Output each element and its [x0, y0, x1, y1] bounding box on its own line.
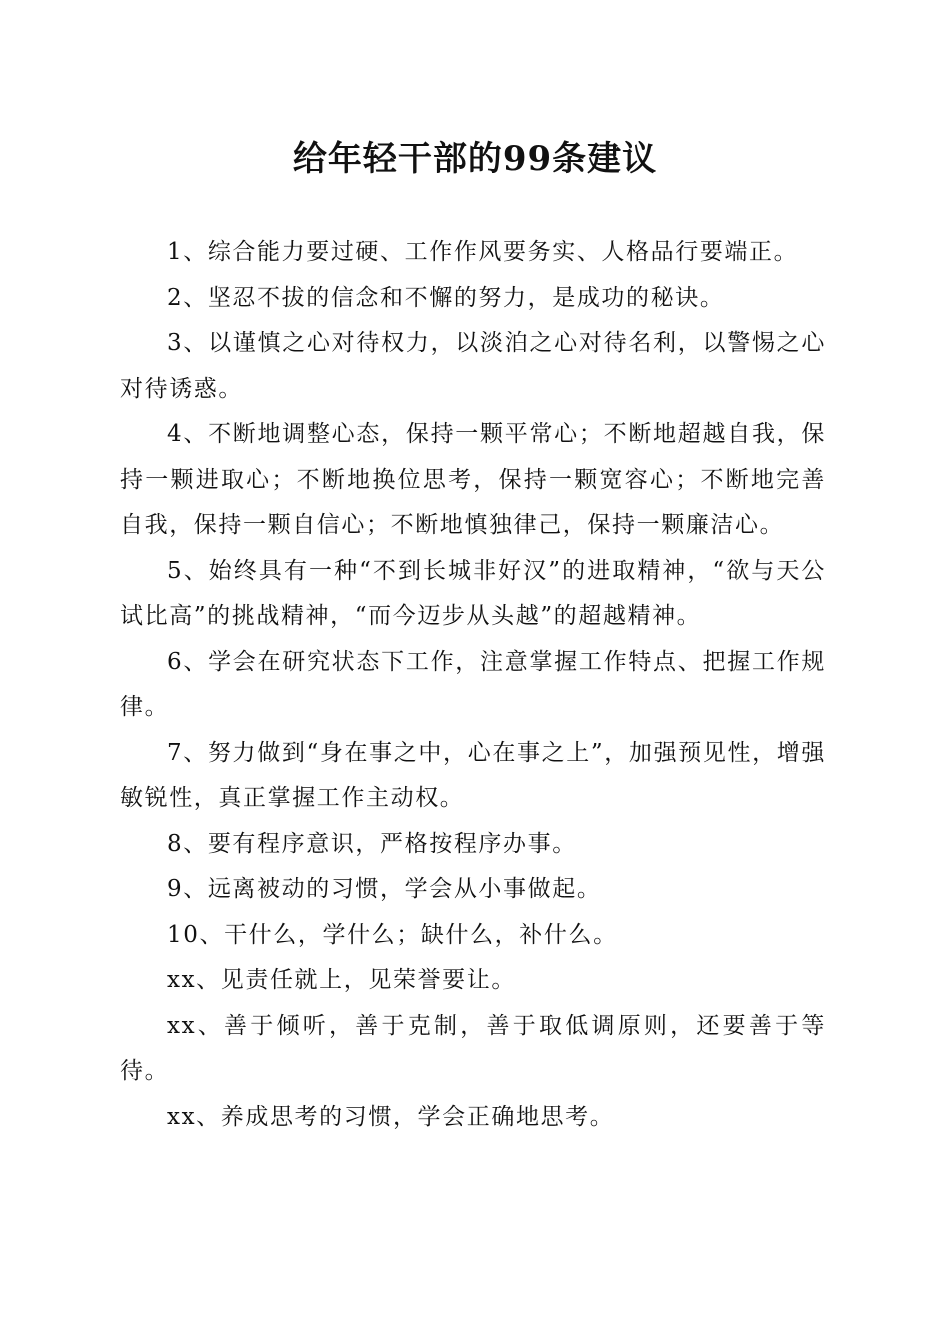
- paragraph: 5、始终具有一种“不到长城非好汉”的进取精神，“欲与天公试比高”的挑战精神，“而今迈步从头越”的超越精神。: [120, 557, 826, 629]
- paragraph: 4、不断地调整心态，保持一颗平常心；不断地超越自我，保持一颗进取心；不断地换位思考，保持一颗宽容心；不断地完善自我，保持一颗自信心；不断地慎独律己，保持一颗廉洁心。: [120, 421, 826, 538]
- paragraph: xx、养成思考的习惯，学会正确地思考。: [167, 1103, 615, 1130]
- paragraph: 3、以谨慎之心对待权力，以淡泊之心对待名利，以警惕之心对待诱惑。: [120, 330, 826, 402]
- paragraph: 1、综合能力要过硬、工作作风要务实、人格品行要端正。: [167, 239, 799, 265]
- paragraph: 10、干什么，学什么；缺什么，补什么。: [167, 921, 618, 948]
- paragraph: 2、坚忍不拔的信念和不懈的努力，是成功的秘诀。: [167, 284, 725, 311]
- document-title: 给年轻干部的99条建议: [292, 139, 658, 179]
- paragraph: 7、努力做到“身在事之中，心在事之上”，加强预见性，增强敏锐性，真正掌握工作主动权。: [120, 739, 826, 811]
- paragraph: 9、远离被动的习惯，学会从小事做起。: [167, 876, 602, 902]
- document-body: [120, 230, 826, 1140]
- paragraph: xx、善于倾听，善于克制，善于取低调原则，还要善于等待。: [120, 1012, 826, 1084]
- paragraph: xx、见责任就上，见荣誉要让。: [167, 967, 516, 993]
- paragraph: 6、学会在研究状态下工作，注意掌握工作特点、把握工作规律。: [120, 648, 826, 720]
- paragraph: 8、要有程序意识，严格按程序办事。: [167, 830, 577, 857]
